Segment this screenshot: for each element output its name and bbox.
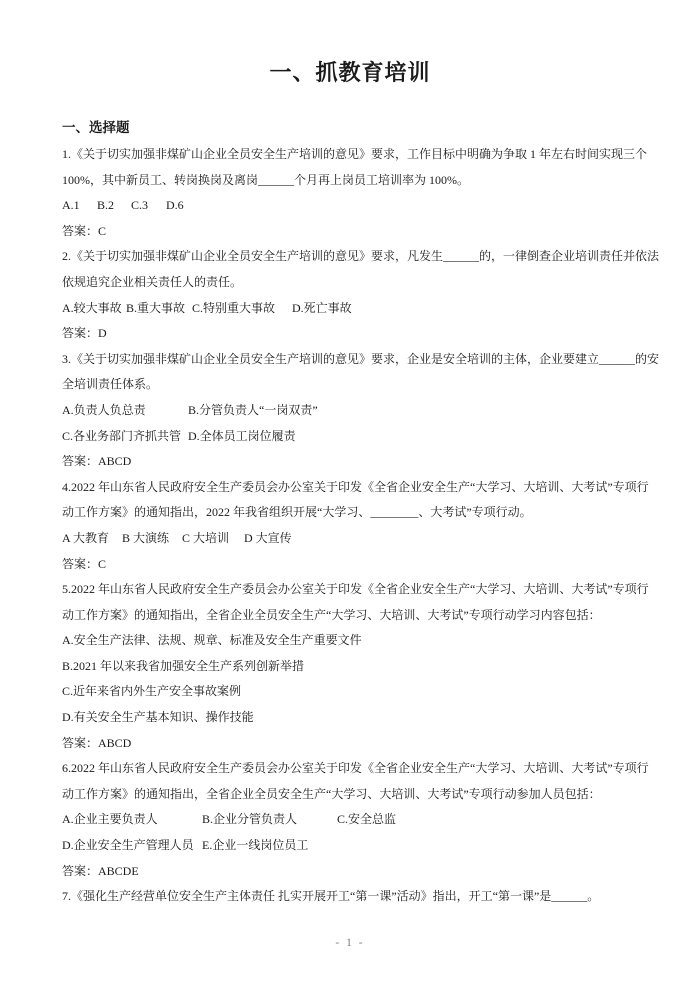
question-2-answer: 答案：D [62,326,107,341]
question-4-option-c: C 大培训 [182,530,230,545]
questions-list [62,142,660,910]
question-3-options-row-1 [62,398,638,424]
question-1-text-line-2: 100%，其中新员工、转岗换岗及离岗______个月再上岗员工培训率为 100%。 [62,172,469,187]
question-4-answer: 答案：C [62,556,107,571]
question-3-options-row-2 [62,424,638,450]
question-7-text-line-1: 7.《强化生产经营单位安全生产主体责任 扎实开展开工“第一课”活动》指出，开工“第一课”是______。 [62,889,600,904]
question-1-option-a: A.1 [62,198,80,213]
question-3-text-line-1: 3.《关于切实加强非煤矿山企业全员安全生产培训的意见》要求，企业是安全培训的主体，企业要建立______的安 [62,351,660,366]
question-2-option-a: A.较大事故 [62,300,122,315]
question-5-text-line-2: 动工作方案》的通知指出，全省企业全员安全生产“大学习、大培训、大考试”专项行动学习内容包括： [62,607,601,622]
question-1-text-line-1: 1.《关于切实加强非煤矿山企业全员安全生产培训的意见》要求，工作目标中明确为争取 1 年左右时间实现三个 [62,147,648,161]
question-3-answer: 答案：ABCD [62,454,132,469]
question-1-answer: 答案：C [62,223,107,238]
question-2-option-b: B.重大事故 [126,300,186,315]
question-6-option-e: E.企业一线岗位员工 [202,838,309,853]
document-title: 一、抓教育培训 [269,60,431,85]
question-7 [62,884,638,910]
question-1-option-c: C.3 [131,198,149,213]
question-1 [62,142,648,244]
question-1-options-row [62,193,638,219]
question-6-text-line-2: 动工作方案》的通知指出，全省企业全员安全生产“大学习、大培训、大考试”专项行动参加人员包括： [62,786,601,801]
question-6-options-row-1 [62,807,638,833]
question-5-answer: 答案：ABCD [62,735,132,750]
question-2-text-line-2: 依规追究企业相关责任人的责任。 [62,274,243,289]
question-3 [62,347,660,475]
question-6-option-b: B.企业分管负责人 [202,812,298,827]
question-6-answer: 答案：ABCDE [62,863,139,878]
question-3-option-d: D.全体员工岗位履责 [188,428,296,443]
question-4-option-a: A 大教育 [62,530,110,545]
page-number: - 1 - [335,936,365,949]
question-3-text-line-2: 全培训责任体系。 [62,377,159,392]
question-2-text-line-1: 2.《关于切实加强非煤矿山企业全员安全生产培训的意见》要求，凡发生______的，一律倒查企业培训责任并依法 [62,249,660,264]
question-1-option-d: D.6 [166,198,184,213]
question-6-option-a: A.企业主要负责人 [62,812,158,827]
question-4-options-row [62,526,638,552]
question-5-option-d: D.有关安全生产基本知识、操作技能 [62,710,254,725]
question-5-option-b: B.2021 年以来我省加强安全生产系列创新举措 [62,658,305,673]
question-4 [62,475,649,577]
question-6-option-c: C.安全总监 [337,812,397,827]
question-4-text-line-2: 动工作方案》的通知指出，2022 年我省组织开展“大学习、________、大考试”专项行动。 [62,505,532,520]
question-3-option-a: A.负责人负总责 [62,402,146,417]
question-1-option-b: B.2 [97,198,115,213]
question-5-option-a: A.安全生产法律、法规、规章、标准及安全生产重要文件 [62,633,362,648]
question-6-text-line-1: 6.2022 年山东省人民政府安全生产委员会办公室关于印发《全省企业安全生产“大学习、大培训、大考试”专项行 [62,761,649,776]
question-5 [62,577,649,756]
question-2-option-d: D.死亡事故 [292,300,352,315]
question-2-option-c: C.特别重大事故 [192,300,276,315]
question-5-option-c: C.近年来省内外生产安全事故案例 [62,684,242,699]
question-3-option-c: C.各业务部门齐抓共管 [62,428,182,443]
question-6-option-d: D.企业安全生产管理人员 [62,838,194,853]
question-3-option-b: B.分管负责人“一岗双责” [188,402,318,417]
question-6 [62,756,649,884]
question-5-text-line-1: 5.2022 年山东省人民政府安全生产委员会办公室关于印发《全省企业安全生产“大学习、大培训、大考试”专项行 [62,582,649,597]
question-4-option-d: D 大宣传 [244,530,292,545]
question-2 [62,244,660,346]
question-2-options-row [62,296,638,322]
question-6-options-row-2 [62,833,638,859]
question-4-text-line-1: 4.2022 年山东省人民政府安全生产委员会办公室关于印发《全省企业安全生产“大学习、大培训、大考试”专项行 [62,479,649,494]
section-heading: 一、选择题 [62,120,130,135]
question-4-option-b: B 大演练 [122,530,170,545]
